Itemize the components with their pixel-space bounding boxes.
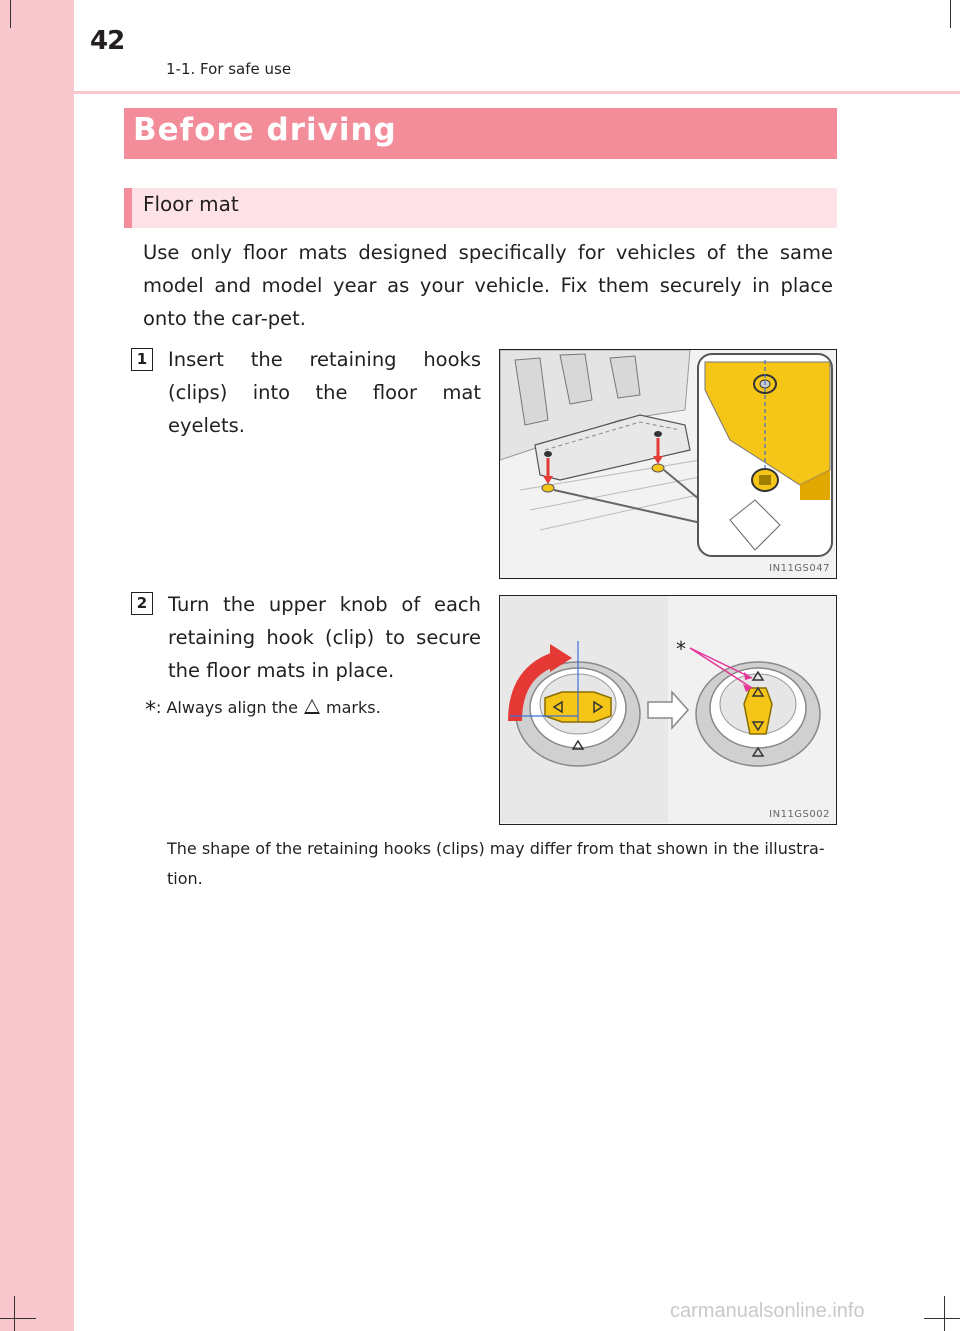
watermark: carmanualsonline.info bbox=[670, 1300, 865, 1322]
running-head: 1-1. For safe use bbox=[166, 60, 292, 78]
clip-turn-illustration bbox=[500, 596, 835, 823]
figure-2-code: IN11GS002 bbox=[769, 809, 830, 820]
crop-mark bbox=[924, 1318, 960, 1319]
note-marker: * bbox=[145, 698, 156, 723]
step-1-number: 1 bbox=[131, 348, 153, 371]
section-title: Before driving bbox=[133, 112, 397, 148]
align-note: *: Always align the marks. bbox=[145, 698, 381, 723]
page-number: 42 bbox=[90, 26, 125, 56]
note-prefix: Always align the bbox=[166, 698, 298, 717]
step-1-text: Insert the retaining hooks (clips) into the floor mat eyelets. bbox=[168, 348, 481, 437]
step-2-text: Turn the upper knob of each retaining hook (clip) to secure the floor mats in place. bbox=[168, 593, 481, 682]
note-suffix: marks. bbox=[326, 698, 381, 717]
intro-paragraph: Use only floor mats designed specifically for vehicles of the same model and model year as your vehicle. Fix them securely in place onto the car-pet. bbox=[143, 241, 833, 330]
crop-mark bbox=[950, 0, 951, 28]
side-band bbox=[0, 0, 74, 1331]
step-2-number: 2 bbox=[131, 592, 153, 615]
figure-asterisk-label: * bbox=[676, 637, 686, 661]
floor-mat-illustration bbox=[500, 350, 835, 577]
footnote: The shape of the retaining hooks (clips) may differ from that shown in the illustra-tion. bbox=[167, 839, 825, 888]
crop-mark bbox=[0, 1318, 36, 1319]
triangle-mark-icon bbox=[304, 699, 320, 714]
subsection-title: Floor mat bbox=[143, 192, 239, 216]
figure-1-code: IN11GS047 bbox=[769, 563, 830, 574]
subsection-accent bbox=[124, 188, 132, 228]
crop-mark bbox=[944, 1296, 945, 1331]
crop-mark bbox=[10, 0, 11, 28]
figure-floor-mat-hooks bbox=[499, 349, 837, 579]
header-rule bbox=[74, 91, 960, 94]
crop-mark bbox=[14, 1296, 15, 1331]
figure-clip-turn bbox=[499, 595, 837, 825]
